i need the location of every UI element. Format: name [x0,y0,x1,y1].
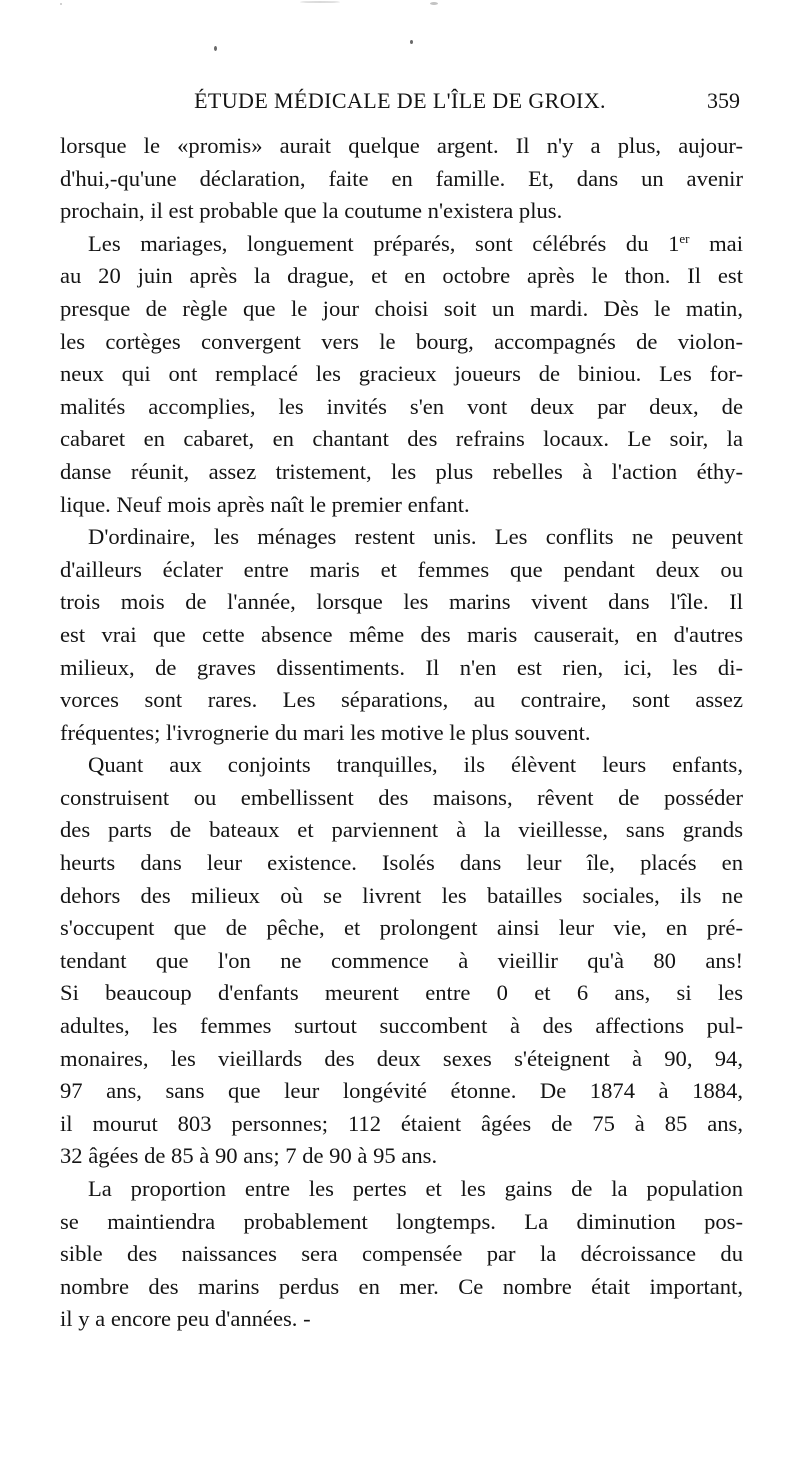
text-line: monaires, les vieillards des deux sexes s'éteignent à 90, 94, [60,1045,743,1071]
text-line: Quant aux conjoints tranquilles, ils élèvent leurs enfants, [88,752,743,778]
text-line: les cortèges convergent vers le bourg, accompagnés de violon- [60,328,743,354]
page-number: 359 [707,88,740,113]
text-line: malités accomplies, les invités s'en vont deux par deux, de [60,393,743,419]
text-line: presque de règle que le jour choisi soit un mardi. Dès le matin, [60,295,743,321]
text-line: des parts de bateaux et parviennent à la vieillesse, sans grands [60,817,743,843]
text-line: d'ailleurs éclater entre maris et femmes que pendant deux ou [60,556,743,582]
text-line: prochain, il est probable que la coutume n'existera plus. [60,198,563,224]
running-title: ÉTUDE MÉDICALE DE L'ÎLE DE GROIX. [194,88,606,113]
text-line: lorsque le «promis» aurait quelque argent. Il n'y a plus, aujour- [60,133,743,158]
ordinal-superscript: er [679,230,690,246]
scan-speck [300,1,340,3]
text-line: au 20 juin après la drague, et en octobre après le thon. Il est [60,263,743,289]
scan-speck [430,2,438,5]
text-fragment: Les mariages, longuement préparés, sont célébrés du 1 [88,230,680,256]
text-line: est vrai que cette absence même des maris causerait, en d'autres [60,621,743,647]
text-line: La proportion entre les pertes et les gains de la population [88,1176,743,1201]
text-line: sible des naissances sera compensée par la décroissance du [60,1241,743,1267]
text-line: fréquentes; l'ivrognerie du mari les motive le plus souvent. [60,719,591,745]
text-line [60,228,743,261]
scan-speck [60,3,62,5]
scan-speck [214,46,217,51]
text-line: construisent ou embellissent des maisons, rêvent de posséder [60,784,743,810]
running-head [60,88,740,118]
text-line: lique. Neuf mois après naît le premier enfant. [60,491,470,517]
text-fragment: mai [689,230,743,256]
text-line: nombre des marins perdus en mer. Ce nombre était important, [60,1273,743,1299]
text-line: d'hui,-qu'une déclaration, faite en famille. Et, dans un avenir [60,165,743,191]
text-line: 32 âgées de 85 à 90 ans; 7 de 90 à 95 ans. [60,1143,438,1169]
scan-specks [0,0,800,60]
text-line: 97 ans, sans que leur longévité étonne. De 1874 à 1884, [60,1078,743,1104]
text-line: milieux, de graves dissentiments. Il n'en est rien, ici, les di- [60,654,743,680]
text-line: adultes, les femmes surtout succombent à des affections pul- [60,1013,743,1039]
text-line: neux qui ont remplacé les gracieux joueurs de biniou. Les for- [60,361,743,387]
scan-speck [410,40,413,44]
text-line: Si beaucoup d'enfants meurent entre 0 et 6 ans, si les [60,980,743,1006]
text-line: trois mois de l'année, lorsque les marins vivent dans l'île. Il [60,589,743,615]
text-line: s'occupent que de pêche, et prolongent ainsi leur vie, en pré- [60,915,743,941]
text-line: D'ordinaire, les ménages restent unis. Les conflits ne peuvent [88,524,743,550]
text-line: danse réunit, assez tristement, les plus rebelles à l'action éthy- [60,458,743,484]
body-text [60,130,743,1336]
text-line: il mourut 803 personnes; 112 étaient âgées de 75 à 85 ans, [60,1110,743,1136]
text-line: tendant que l'on ne commence à vieillir qu'à 80 ans! [60,947,743,973]
text-line: vorces sont rares. Les séparations, au contraire, sont assez [60,687,743,713]
text-line: heurts dans leur existence. Isolés dans leur île, placés en [60,850,743,876]
text-line: cabaret en cabaret, en chantant des refrains locaux. Le soir, la [60,426,743,452]
text-line: dehors des milieux où se livrent les batailles sociales, ils ne [60,882,743,908]
text-line: il y a encore peu d'années. - [60,1306,311,1332]
text-line: se maintiendra probablement longtemps. La diminution pos- [60,1208,743,1234]
